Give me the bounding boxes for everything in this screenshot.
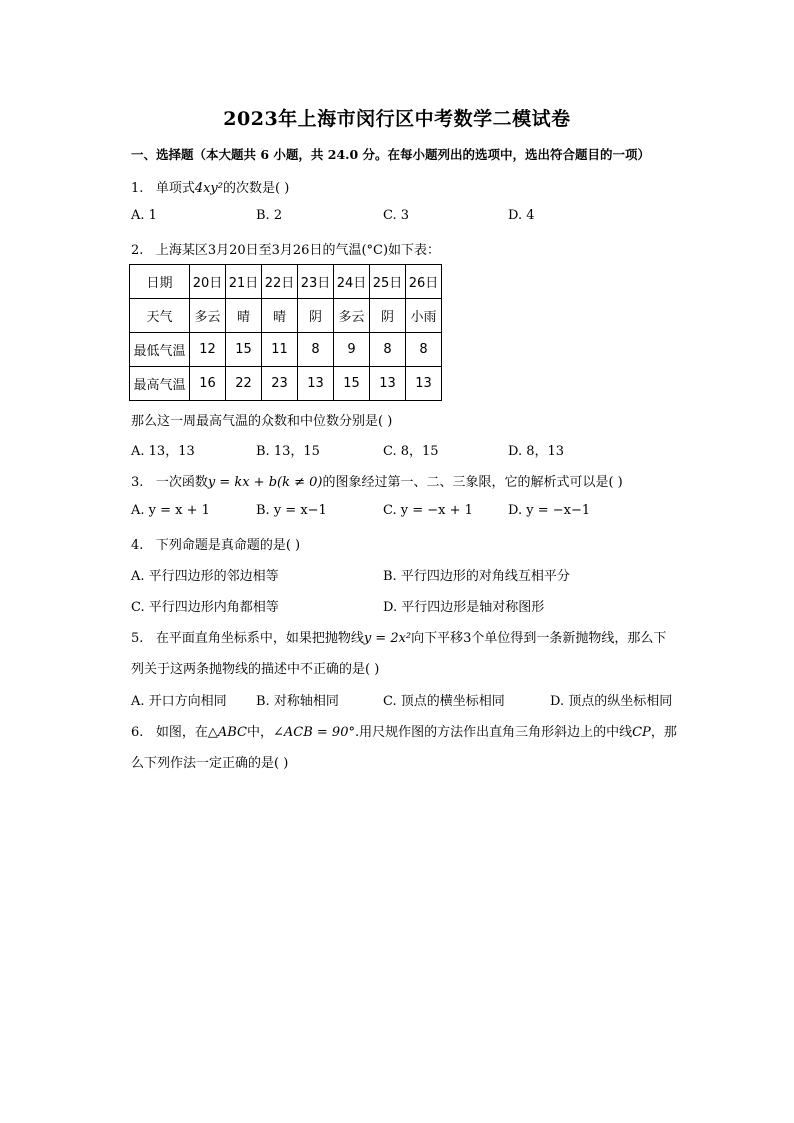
table-cell: 13 <box>406 367 442 401</box>
table-row-label: 最低气温 <box>130 333 190 367</box>
table-row <box>130 265 442 299</box>
question-number: 5. <box>131 631 144 646</box>
math-expression: y = 2x² <box>363 631 412 646</box>
table-header-cell: 25日 <box>370 265 406 299</box>
question-6 <box>131 721 677 740</box>
q5-option-b: B. 对称轴相同 <box>256 694 339 709</box>
question-3 <box>131 471 623 490</box>
question-text: 在平面直角坐标系中，如果把抛物线 <box>155 631 364 646</box>
question-2-prompt: 那么这一周最高气温的众数和中位数分别是( ) <box>131 414 393 429</box>
q2-option-d: D. 8，13 <box>508 444 565 459</box>
table-cell: 15 <box>334 367 370 401</box>
math-expression: CP <box>632 725 651 740</box>
q2-option-c: C. 8，15 <box>383 444 439 459</box>
q3-option-d: D. y = −x−1 <box>508 503 591 518</box>
table-cell: 阴 <box>370 299 406 333</box>
table-cell: 8 <box>298 333 334 367</box>
table-cell: 16 <box>190 367 226 401</box>
q4-option-d: D. 平行四边形是轴对称图形 <box>383 600 545 615</box>
page-title: 2023年上海市闵行区中考数学二模试卷 <box>223 108 571 130</box>
section-heading: 一、选择题（本大题共 6 小题，共 24.0 分。在每小题列出的选项中，选出符合题目的一项） <box>131 147 651 162</box>
question-text: 上海某区3月20日至3月26日的气温(°C)如下表： <box>155 243 441 258</box>
table-header-cell: 23日 <box>298 265 334 299</box>
math-expression: △ABC <box>207 725 247 740</box>
table-cell: 13 <box>370 367 406 401</box>
question-number: 4. <box>131 538 144 553</box>
table-cell: 12 <box>190 333 226 367</box>
table-cell: 8 <box>370 333 406 367</box>
question-4 <box>131 534 300 553</box>
question-text: 如图，在 <box>155 725 208 740</box>
table-cell: 9 <box>334 333 370 367</box>
question-text: 向下平移3个单位得到一条新抛物线，那么下 <box>411 631 667 646</box>
table-cell: 多云 <box>190 299 226 333</box>
question-number: 2. <box>131 243 144 258</box>
table-header-cell: 26日 <box>406 265 442 299</box>
question-text: ，那 <box>650 725 677 740</box>
q1-option-c: C. 3 <box>383 208 410 223</box>
q3-option-c: C. y = −x + 1 <box>383 503 473 518</box>
table-header-cell: 20日 <box>190 265 226 299</box>
table-header-cell: 22日 <box>262 265 298 299</box>
table-cell: 11 <box>262 333 298 367</box>
temperature-table <box>129 264 442 401</box>
table-cell: 22 <box>226 367 262 401</box>
q1-option-b: B. 2 <box>256 208 283 223</box>
math-expression: ∠ACB = 90° <box>272 725 355 740</box>
q4-option-c: C. 平行四边形内角都相等 <box>131 600 279 615</box>
question-text: 下列命题是真命题的是( ) <box>155 538 301 553</box>
table-header-cell: 日期 <box>130 265 190 299</box>
table-header-cell: 21日 <box>226 265 262 299</box>
table-cell: 晴 <box>262 299 298 333</box>
question-2 <box>131 239 440 258</box>
table-cell: 23 <box>262 367 298 401</box>
q4-option-b: B. 平行四边形的对角线互相平分 <box>383 569 570 584</box>
q5-option-d: D. 顶点的纵坐标相同 <box>550 694 673 709</box>
question-5 <box>131 627 666 646</box>
table-row <box>130 299 442 333</box>
table-cell: 小雨 <box>406 299 442 333</box>
math-expression: 4xy² <box>194 181 223 196</box>
table-row-label: 最高气温 <box>130 367 190 401</box>
question-text: 单项式 <box>155 181 195 196</box>
table-cell: 15 <box>226 333 262 367</box>
q3-option-a: A. y = x + 1 <box>131 503 210 518</box>
q5-option-a: A. 开口方向相同 <box>131 694 227 709</box>
table-header-cell: 24日 <box>334 265 370 299</box>
question-text: 的次数是( ) <box>223 181 290 196</box>
question-text: 一次函数 <box>155 475 208 490</box>
question-text: 中， <box>246 725 273 740</box>
table-row <box>130 333 442 367</box>
question-5-continued: 列关于这两条抛物线的描述中不正确的是( ) <box>131 662 380 677</box>
q1-option-d: D. 4 <box>508 208 535 223</box>
table-cell: 8 <box>406 333 442 367</box>
table-cell: 13 <box>298 367 334 401</box>
question-text: 的图象经过第一、二、三象限，它的解析式可以是( ) <box>322 475 623 490</box>
math-expression: y = kx + b(k ≠ 0) <box>207 475 323 490</box>
question-1 <box>131 177 289 196</box>
table-cell: 阴 <box>298 299 334 333</box>
q3-option-b: B. y = x−1 <box>256 503 327 518</box>
q1-option-a: A. 1 <box>131 208 157 223</box>
table-cell: 多云 <box>334 299 370 333</box>
table-row <box>130 367 442 401</box>
question-6-continued: 么下列作法一定正确的是( ) <box>131 756 289 771</box>
question-text: .用尺规作图的方法作出直角三角形斜边上的中线 <box>354 725 633 740</box>
q2-option-b: B. 13，15 <box>256 444 320 459</box>
question-number: 3. <box>131 475 144 490</box>
q5-option-c: C. 顶点的横坐标相同 <box>383 694 505 709</box>
table-row-label: 天气 <box>130 299 190 333</box>
q4-option-a: A. 平行四边形的邻边相等 <box>131 569 279 584</box>
question-number: 6. <box>131 725 144 740</box>
q2-option-a: A. 13，13 <box>131 444 195 459</box>
table-cell: 晴 <box>226 299 262 333</box>
question-number: 1. <box>131 181 144 196</box>
